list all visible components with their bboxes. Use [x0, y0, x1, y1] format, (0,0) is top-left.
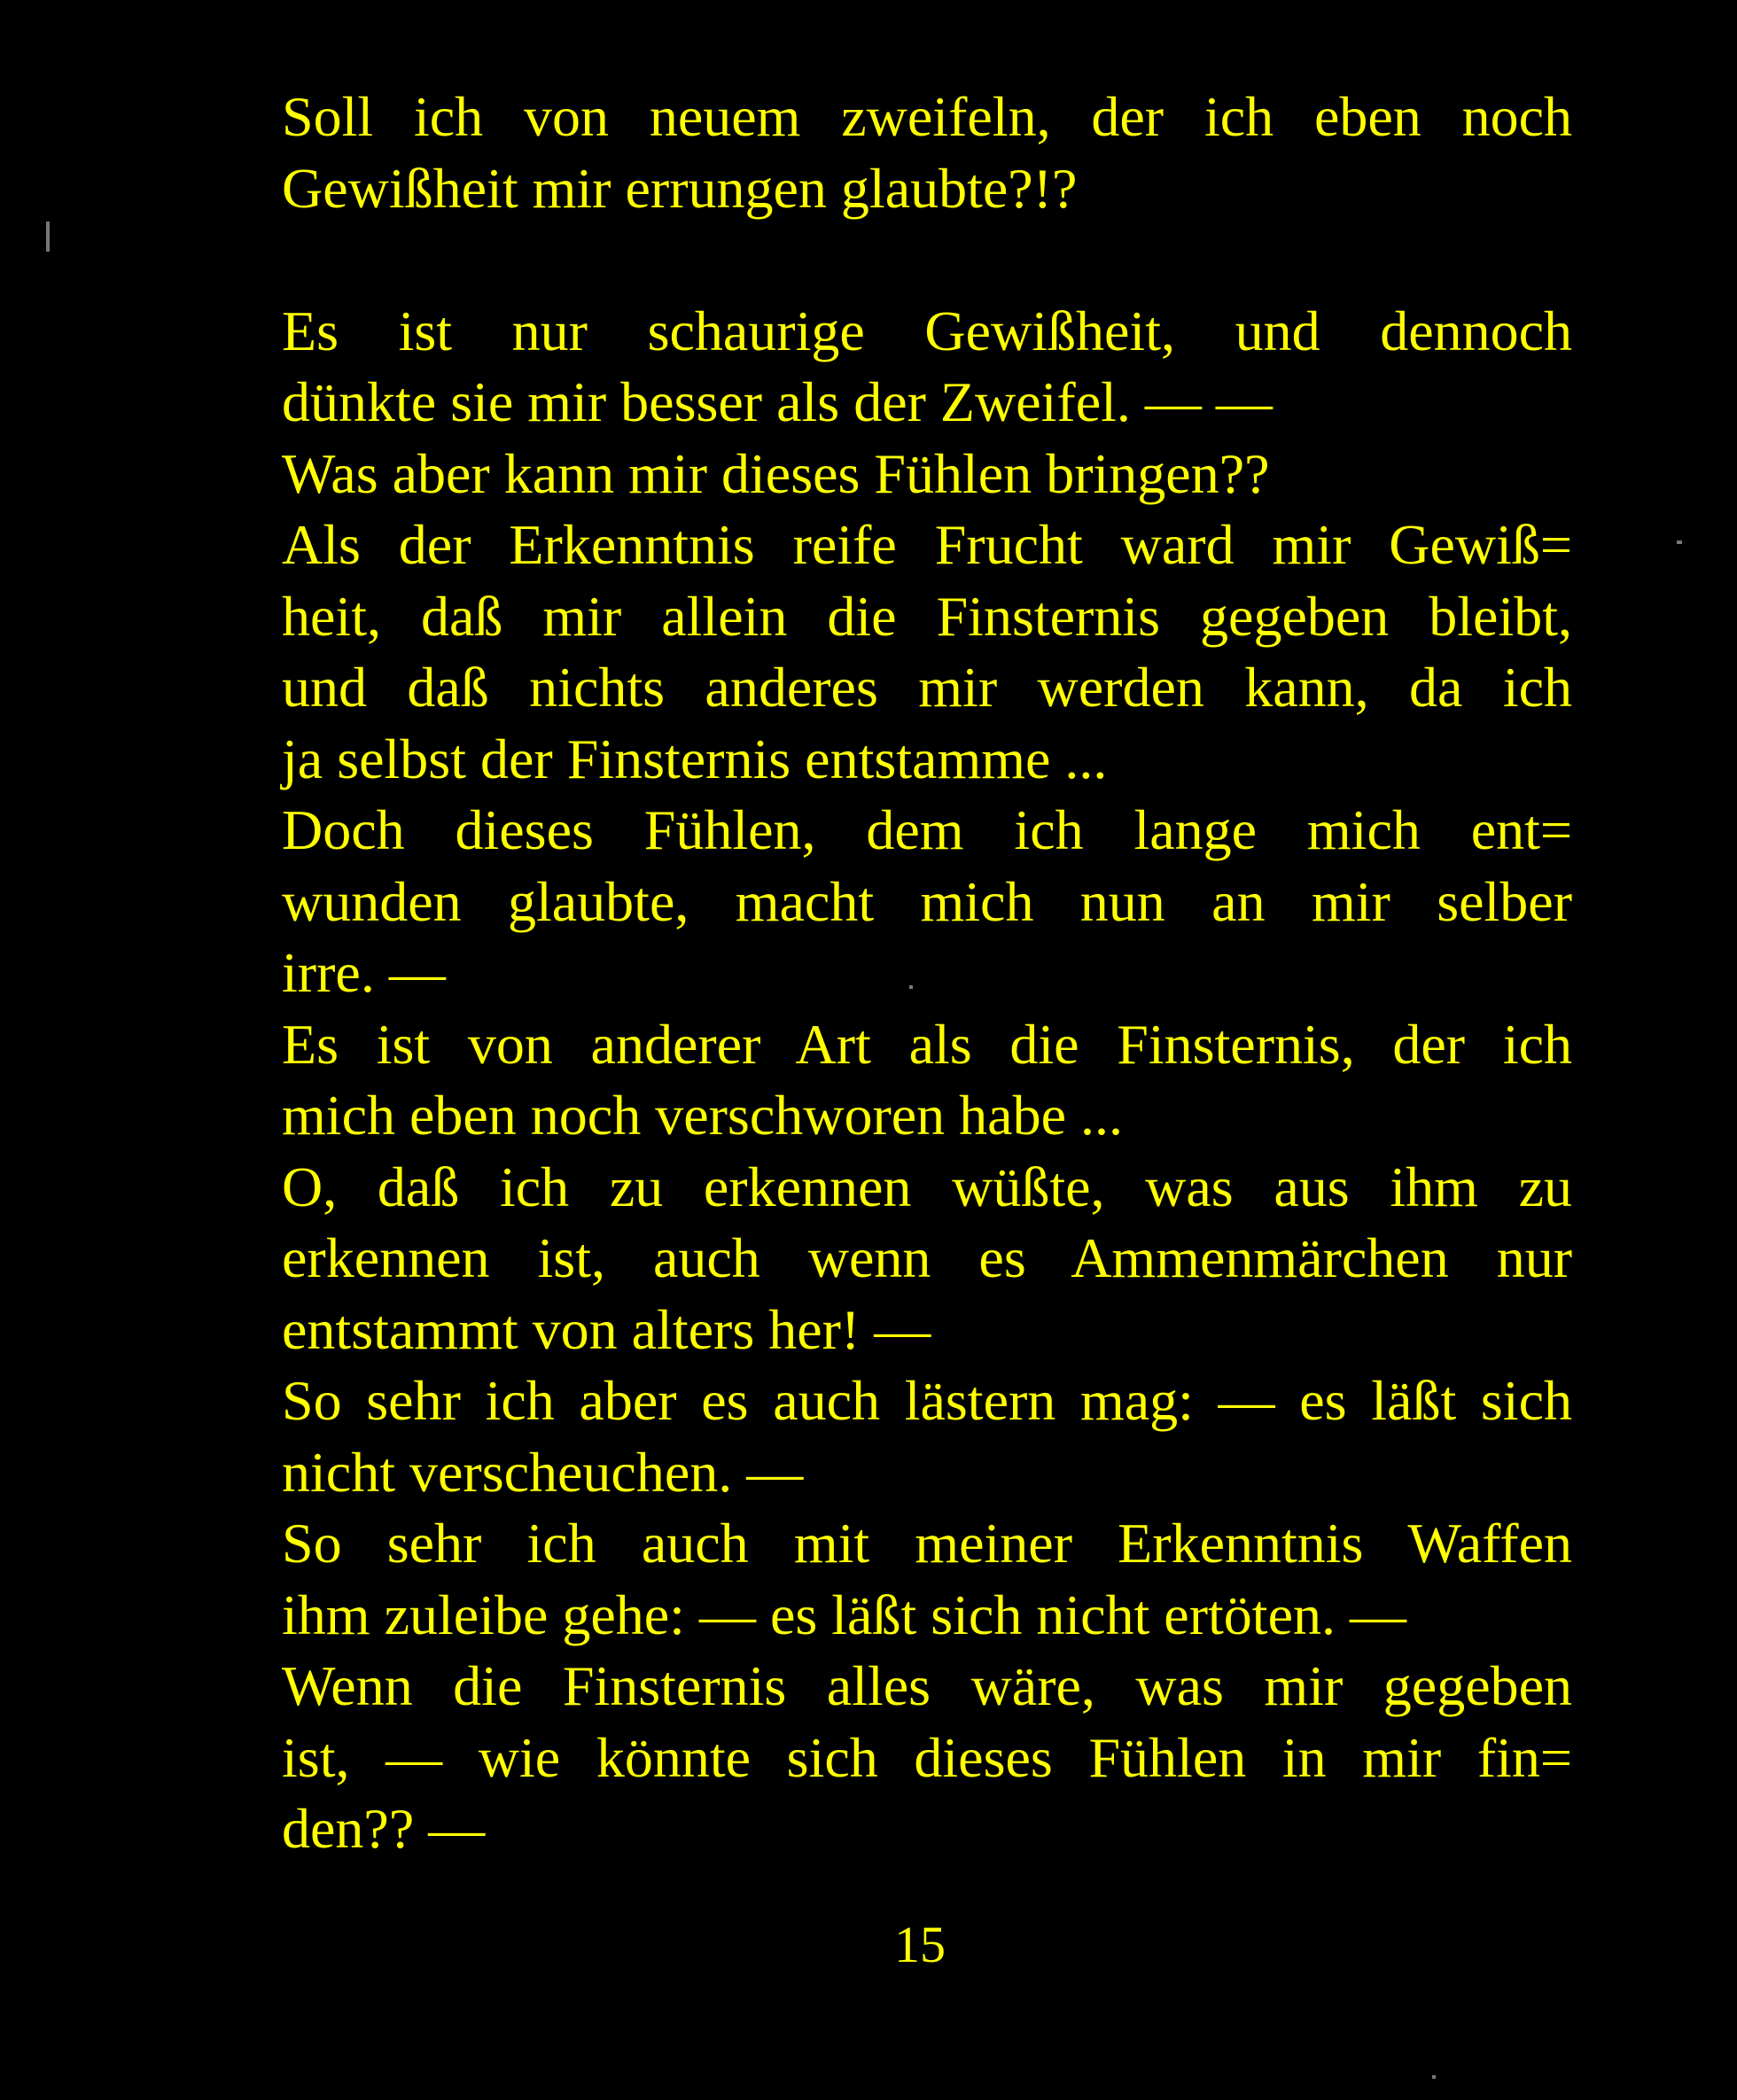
- text-line: Was aber kann mir dieses Fühlen bringen??: [282, 441, 1270, 505]
- body-text: [282, 82, 1572, 1865]
- text-line: ihm zuleibe gehe: — es läßt sich nicht ertöten. —: [282, 1583, 1406, 1646]
- text-line: O, daß ich zu erkennen wüßte, was aus ihm zu: [282, 1155, 1572, 1218]
- text-line: wunden glaubte, macht mich nun an mir selber: [282, 869, 1572, 933]
- text-line: dünkte sie mir besser als der Zweifel. — —: [282, 370, 1273, 433]
- paragraph-gap: [282, 224, 1572, 296]
- text-line: erkennen ist, auch wenn es Ammenmärchen nur: [282, 1226, 1572, 1289]
- text-line: irre. —: [282, 941, 446, 1004]
- text-line: Es ist von anderer Art als die Finsternis, der ich: [282, 1012, 1572, 1076]
- text-line: Es ist nur schaurige Gewißheit, und dennoch: [282, 299, 1572, 362]
- text-line: mich eben noch verschworen habe ...: [282, 1084, 1123, 1147]
- scan-speck: [909, 985, 913, 989]
- text-line: heit, daß mir allein die Finsternis gegeben bleibt,: [282, 584, 1572, 648]
- text-line: Wenn die Finsternis alles wäre, was mir gegeben: [282, 1654, 1572, 1717]
- scan-speck: [1677, 541, 1682, 544]
- text-line: ist, — wie könnte sich dieses Fühlen in mir fin=: [282, 1725, 1572, 1789]
- text-line: Soll ich von neuem zweifeln, der ich eben noch: [282, 85, 1572, 148]
- text-line: Gewißheit mir errungen glaubte?!?: [282, 156, 1078, 220]
- scan-speck: [46, 222, 50, 252]
- text-line: Als der Erkenntnis reife Frucht ward mir Gewiß=: [282, 513, 1572, 576]
- text-line: So sehr ich auch mit meiner Erkenntnis Waffen: [282, 1512, 1572, 1575]
- text-line: entstammt von alters her! —: [282, 1297, 931, 1361]
- text-line: nicht verscheuchen. —: [282, 1440, 804, 1504]
- text-line: den?? —: [282, 1797, 486, 1860]
- text-line: Doch dieses Fühlen, dem ich lange mich ent=: [282, 798, 1572, 861]
- text-line: und daß nichts anderes mir werden kann, da ich: [282, 656, 1572, 719]
- text-line: So sehr ich aber es auch lästern mag: — es läßt sich: [282, 1369, 1572, 1432]
- scan-speck: [1432, 2075, 1436, 2079]
- page-number: 15: [894, 1916, 946, 1973]
- text-line: ja selbst der Finsternis entstamme ...: [282, 727, 1108, 790]
